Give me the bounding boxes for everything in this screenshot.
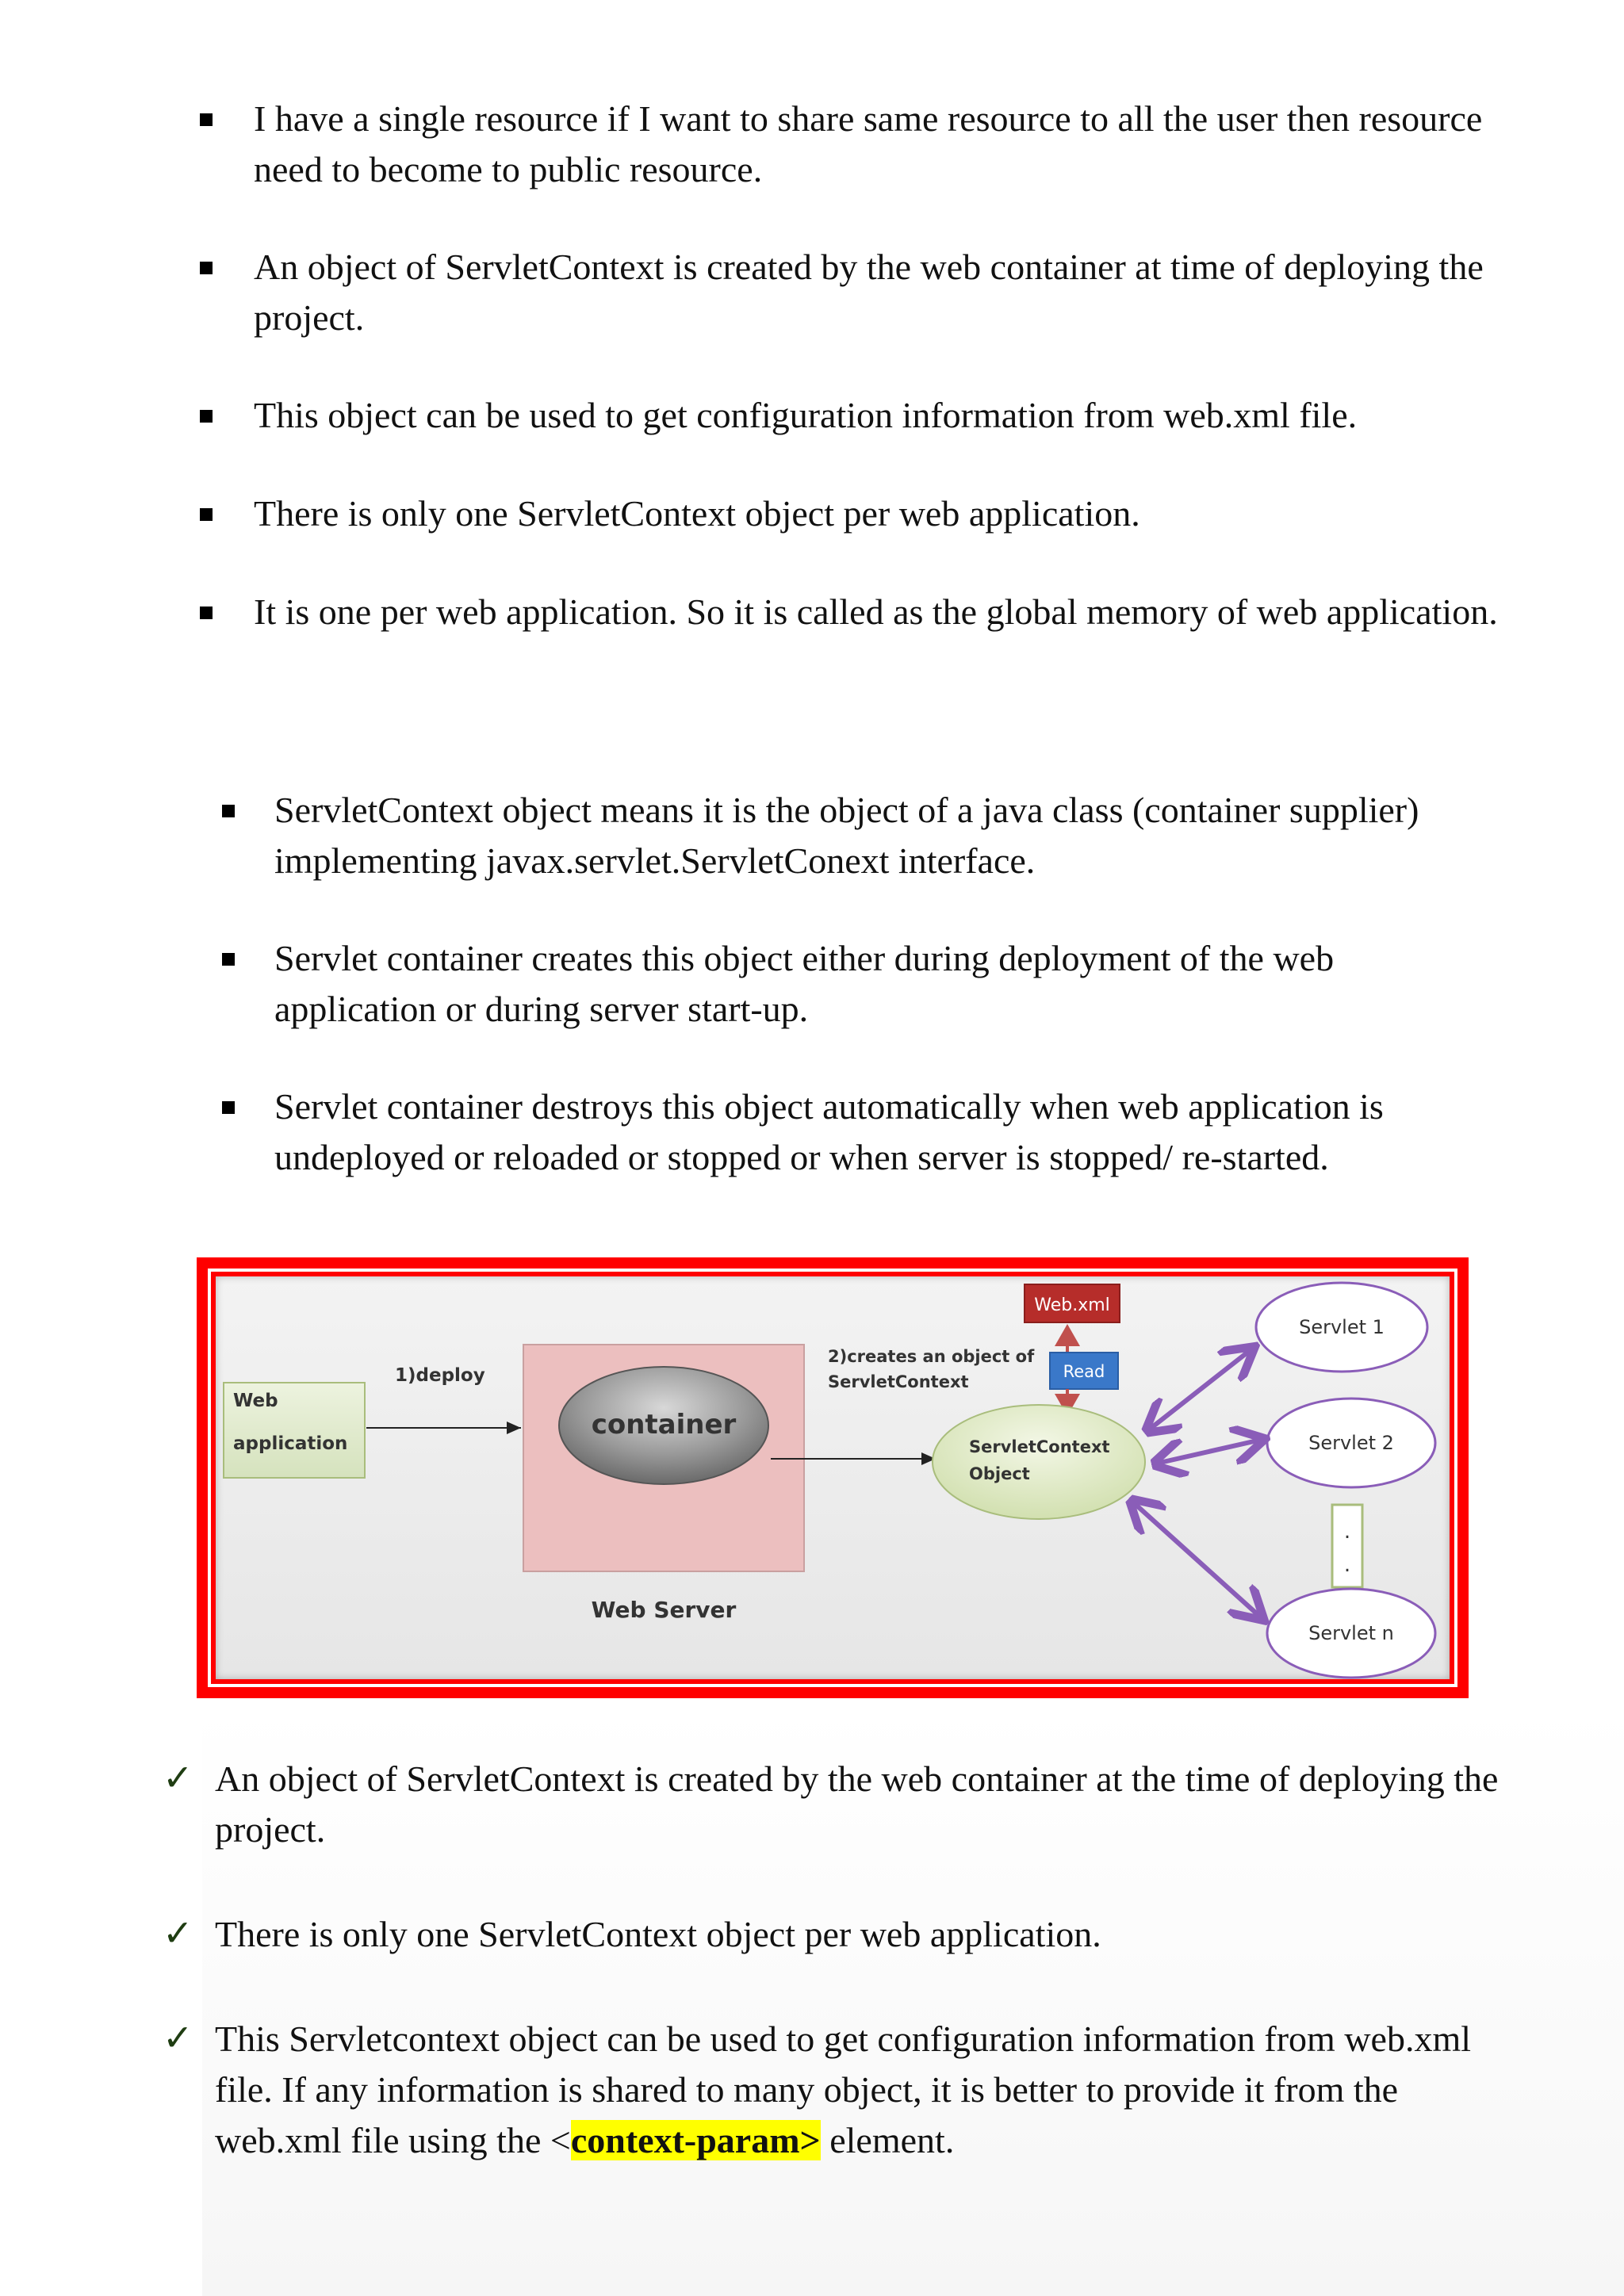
diagram-canvas [216,1276,1450,1679]
bullet-text: Servlet container destroys this object automatically when web application is undeployed or reloaded or stopped or when server is stopped/ re-started. [274,1086,1384,1177]
bullet-text-part: element. [820,2120,955,2160]
square-bullet-icon [222,953,235,966]
bullet-text: It is one per web application. So it is called as the global memory of web application. [254,591,1498,632]
list-item [200,242,1508,343]
list-item [200,587,1508,688]
servletcontext-ellipse [933,1405,1145,1519]
bullet-text: There is only one ServletContext object per web application. [254,493,1140,534]
bullet-text: There is only one ServletContext object per web application. [215,1914,1101,1954]
web-app-label-line1: Web [233,1391,278,1411]
servlet-1-label: Servlet 1 [1299,1316,1385,1338]
deploy-label: 1)deploy [395,1365,485,1386]
bullet-list-middle [222,785,1491,1183]
web-server-label: Web Server [591,1597,737,1623]
servlet-2-label: Servlet 2 [1308,1432,1394,1454]
web-app-label-line2: application [233,1433,348,1454]
list-item [163,1754,1511,1855]
square-bullet-icon [222,805,235,817]
servlet-n-label: Servlet n [1308,1622,1394,1644]
ellipsis-dot-1: . [1343,1520,1351,1544]
bullet-text: This object can be used to get configuration information from web.xml file. [254,395,1358,435]
square-bullet-icon [200,508,213,521]
diagram-svg [216,1276,1453,1682]
list-item [163,1909,1511,1960]
list-item [200,94,1508,195]
container-label: container [591,1409,737,1441]
bullet-text: ServletContext object means it is the object of a java class (container supplier) implementing javax.servlet.ServletConext interface. [274,790,1419,881]
checkmark-icon: ✓ [163,1911,193,1954]
list-item [200,390,1508,441]
bullet-text: Servlet container creates this object either during deployment of the web application or during server start-up. [274,938,1335,1029]
servletcontext-label-line1: ServletContext [969,1437,1110,1456]
square-bullet-icon [222,1101,235,1114]
webxml-label: Web.xml [1034,1295,1110,1315]
checkmark-list [163,1754,1511,2166]
square-bullet-icon [200,262,213,274]
checkmark-icon: ✓ [163,2016,193,2059]
list-item [222,933,1491,1035]
servlet-2-arrow [1156,1440,1261,1464]
servlet-1-arrow [1148,1349,1251,1430]
bullet-text: An object of ServletContext is created by the web container at time of deploying the project. [254,247,1484,338]
diagram-inner-border [208,1269,1457,1687]
servlet-context-diagram [197,1257,1469,1698]
bullet-text: I have a single resource if I want to share same resource to all the user then resource need to become to public resource. [254,98,1483,189]
bullet-text: An object of ServletContext is created by the web container at the time of deploying the project. [215,1758,1499,1850]
read-label: Read [1063,1362,1105,1381]
list-item [163,2014,1511,2166]
context-param-highlight: context-param> [570,2120,821,2160]
list-item [222,785,1491,886]
checkmark-icon: ✓ [163,1756,193,1799]
square-bullet-icon [200,607,213,619]
creates-label-line1: 2)creates an object of [828,1347,1035,1366]
servlet-n-arrow [1132,1502,1261,1617]
list-item [222,1081,1491,1183]
ellipsis-dot-2: . [1343,1553,1351,1577]
square-bullet-icon [200,113,213,126]
creates-label-line2: ServletContext [828,1372,969,1391]
list-item [200,488,1508,539]
bullet-list-top [200,94,1508,688]
bullet-text [215,2019,1471,2160]
bullet-text-part: This Servletcontext object can be used to get configuration information from web.xml file. If any information is shared to many object, it is better to provide it from the web.xml file using the < [215,2019,1472,2160]
square-bullet-icon [200,410,213,423]
servletcontext-label-line2: Object [969,1464,1030,1483]
